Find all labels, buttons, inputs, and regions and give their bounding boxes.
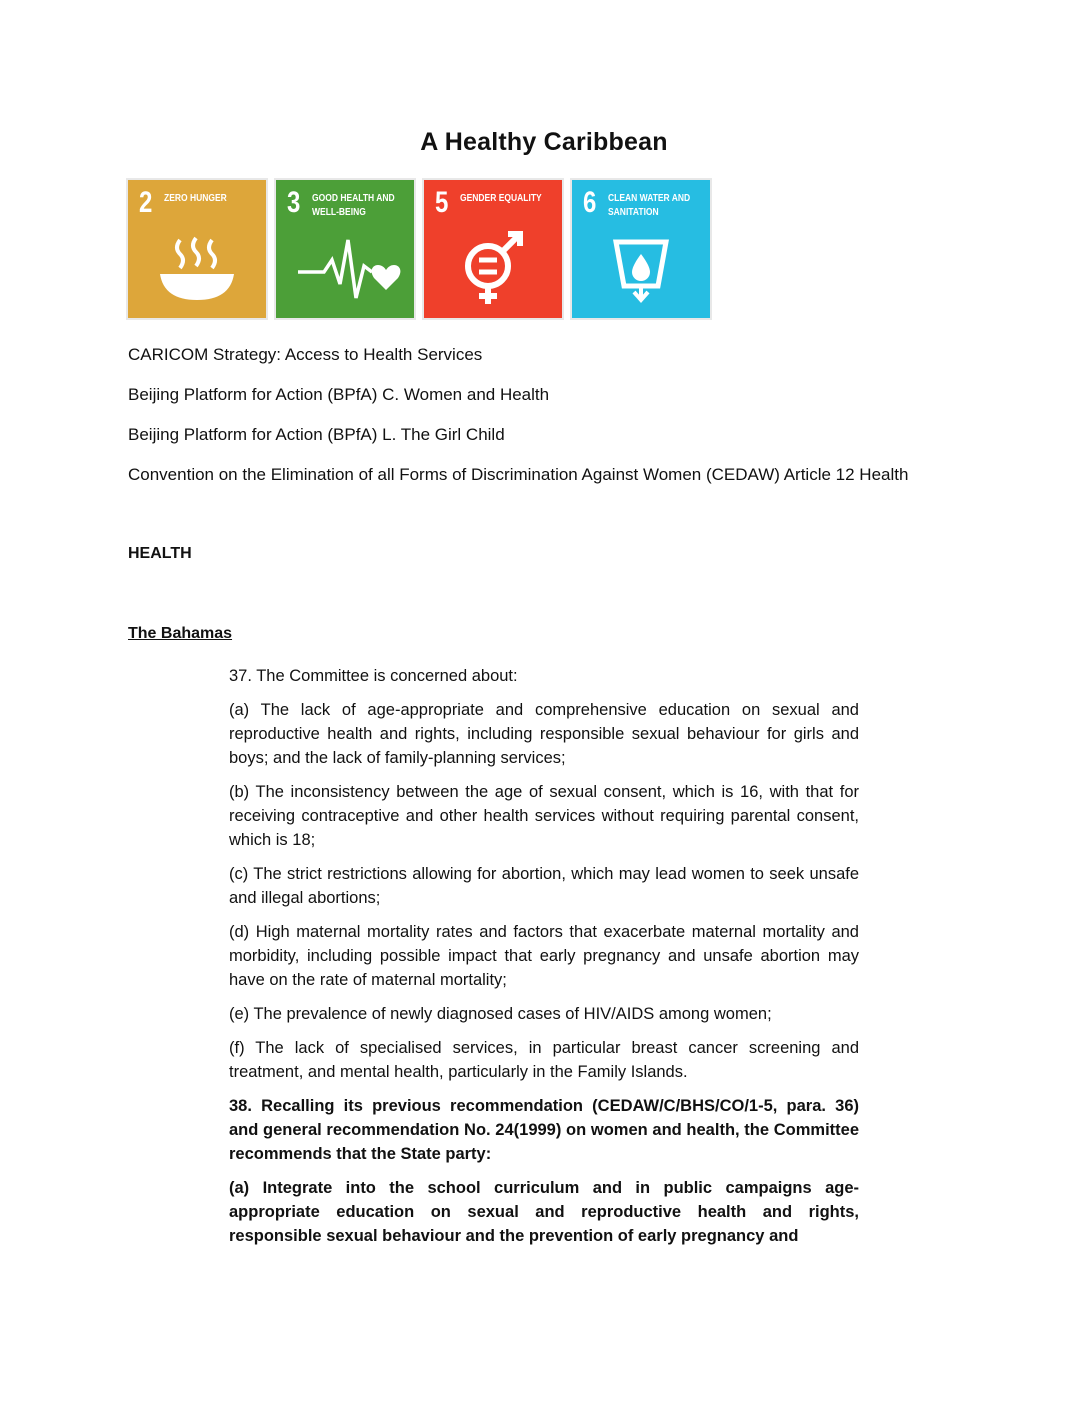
paragraph-37c: (c) The strict restrictions allowing for abortion, which may lead women to seek unsafe and illegal abortions; — [229, 865, 859, 907]
page-title: A Healthy Caribbean — [420, 128, 668, 156]
sdg-tile-5 — [424, 180, 562, 318]
paragraph-37f: (f) The lack of specialised services, in particular breast cancer screening and treatment, and mental health, particularly in the Family Islands. — [229, 1039, 859, 1081]
sdg-label: ZERO HUNGER — [164, 193, 227, 204]
paragraph-37b: (b) The inconsistency between the age of sexual consent, which is 16, with that for receiving contraceptive and other health services without requiring parental consent, which is 18; — [229, 783, 859, 849]
sdg-tile-6 — [572, 180, 710, 318]
paragraph-38: 38. Recalling its previous recommendation (CEDAW/C/BHS/CO/1-5, para. 36) and general recommendation No. 24(1999) on women and health, the Committee recommends that the State party: — [229, 1097, 859, 1163]
reference-bpfa-c: Beijing Platform for Action (BPfA) C. Women and Health — [128, 385, 550, 404]
paragraph-37a: (a) The lack of age-appropriate and comprehensive education on sexual and reproductive health and rights, including responsible sexual behaviour for girls and boys; and the lack of family-planning services; — [229, 701, 859, 767]
sdg-number: 6 — [583, 186, 597, 219]
sdg-tile-2 — [128, 180, 266, 318]
committee-text — [229, 664, 859, 1258]
paragraph-38a: (a) Integrate into the school curriculum and in public campaigns age-appropriate education on sexual and reproductive health and rights, responsible sexual behaviour and the prevention of early pregnancy and — [229, 1179, 859, 1245]
sdg-tile-3 — [276, 180, 414, 318]
reference-caricom: CARICOM Strategy: Access to Health Services — [128, 345, 483, 364]
sdg-label: GOOD HEALTH AND WELL-BEING — [312, 193, 395, 218]
sdg-number: 3 — [287, 186, 301, 219]
sdg-tiles — [128, 180, 710, 318]
reference-cedaw: Convention on the Elimination of all Forms of Discrimination Against Women (CEDAW) Article 12 Health — [128, 465, 909, 484]
country-heading: The Bahamas — [128, 625, 233, 642]
paragraph-37d: (d) High maternal mortality rates and factors that exacerbate maternal mortality and morbidity, including possible impact that early pregnancy and unsafe abortion may have on the rate of maternal mortality; — [229, 923, 859, 989]
sdg-label: CLEAN WATER AND SANITATION — [608, 193, 691, 218]
paragraph-37: 37. The Committee is concerned about: — [229, 667, 518, 685]
sdg-label: GENDER EQUALITY — [460, 193, 542, 204]
paragraph-37e: (e) The prevalence of newly diagnosed cases of HIV/AIDS among women; — [229, 1005, 772, 1023]
section-heading: HEALTH — [128, 545, 192, 562]
sdg-number: 2 — [139, 186, 153, 219]
reference-bpfa-l: Beijing Platform for Action (BPfA) L. The Girl Child — [128, 425, 505, 444]
sdg-number: 5 — [435, 186, 449, 219]
